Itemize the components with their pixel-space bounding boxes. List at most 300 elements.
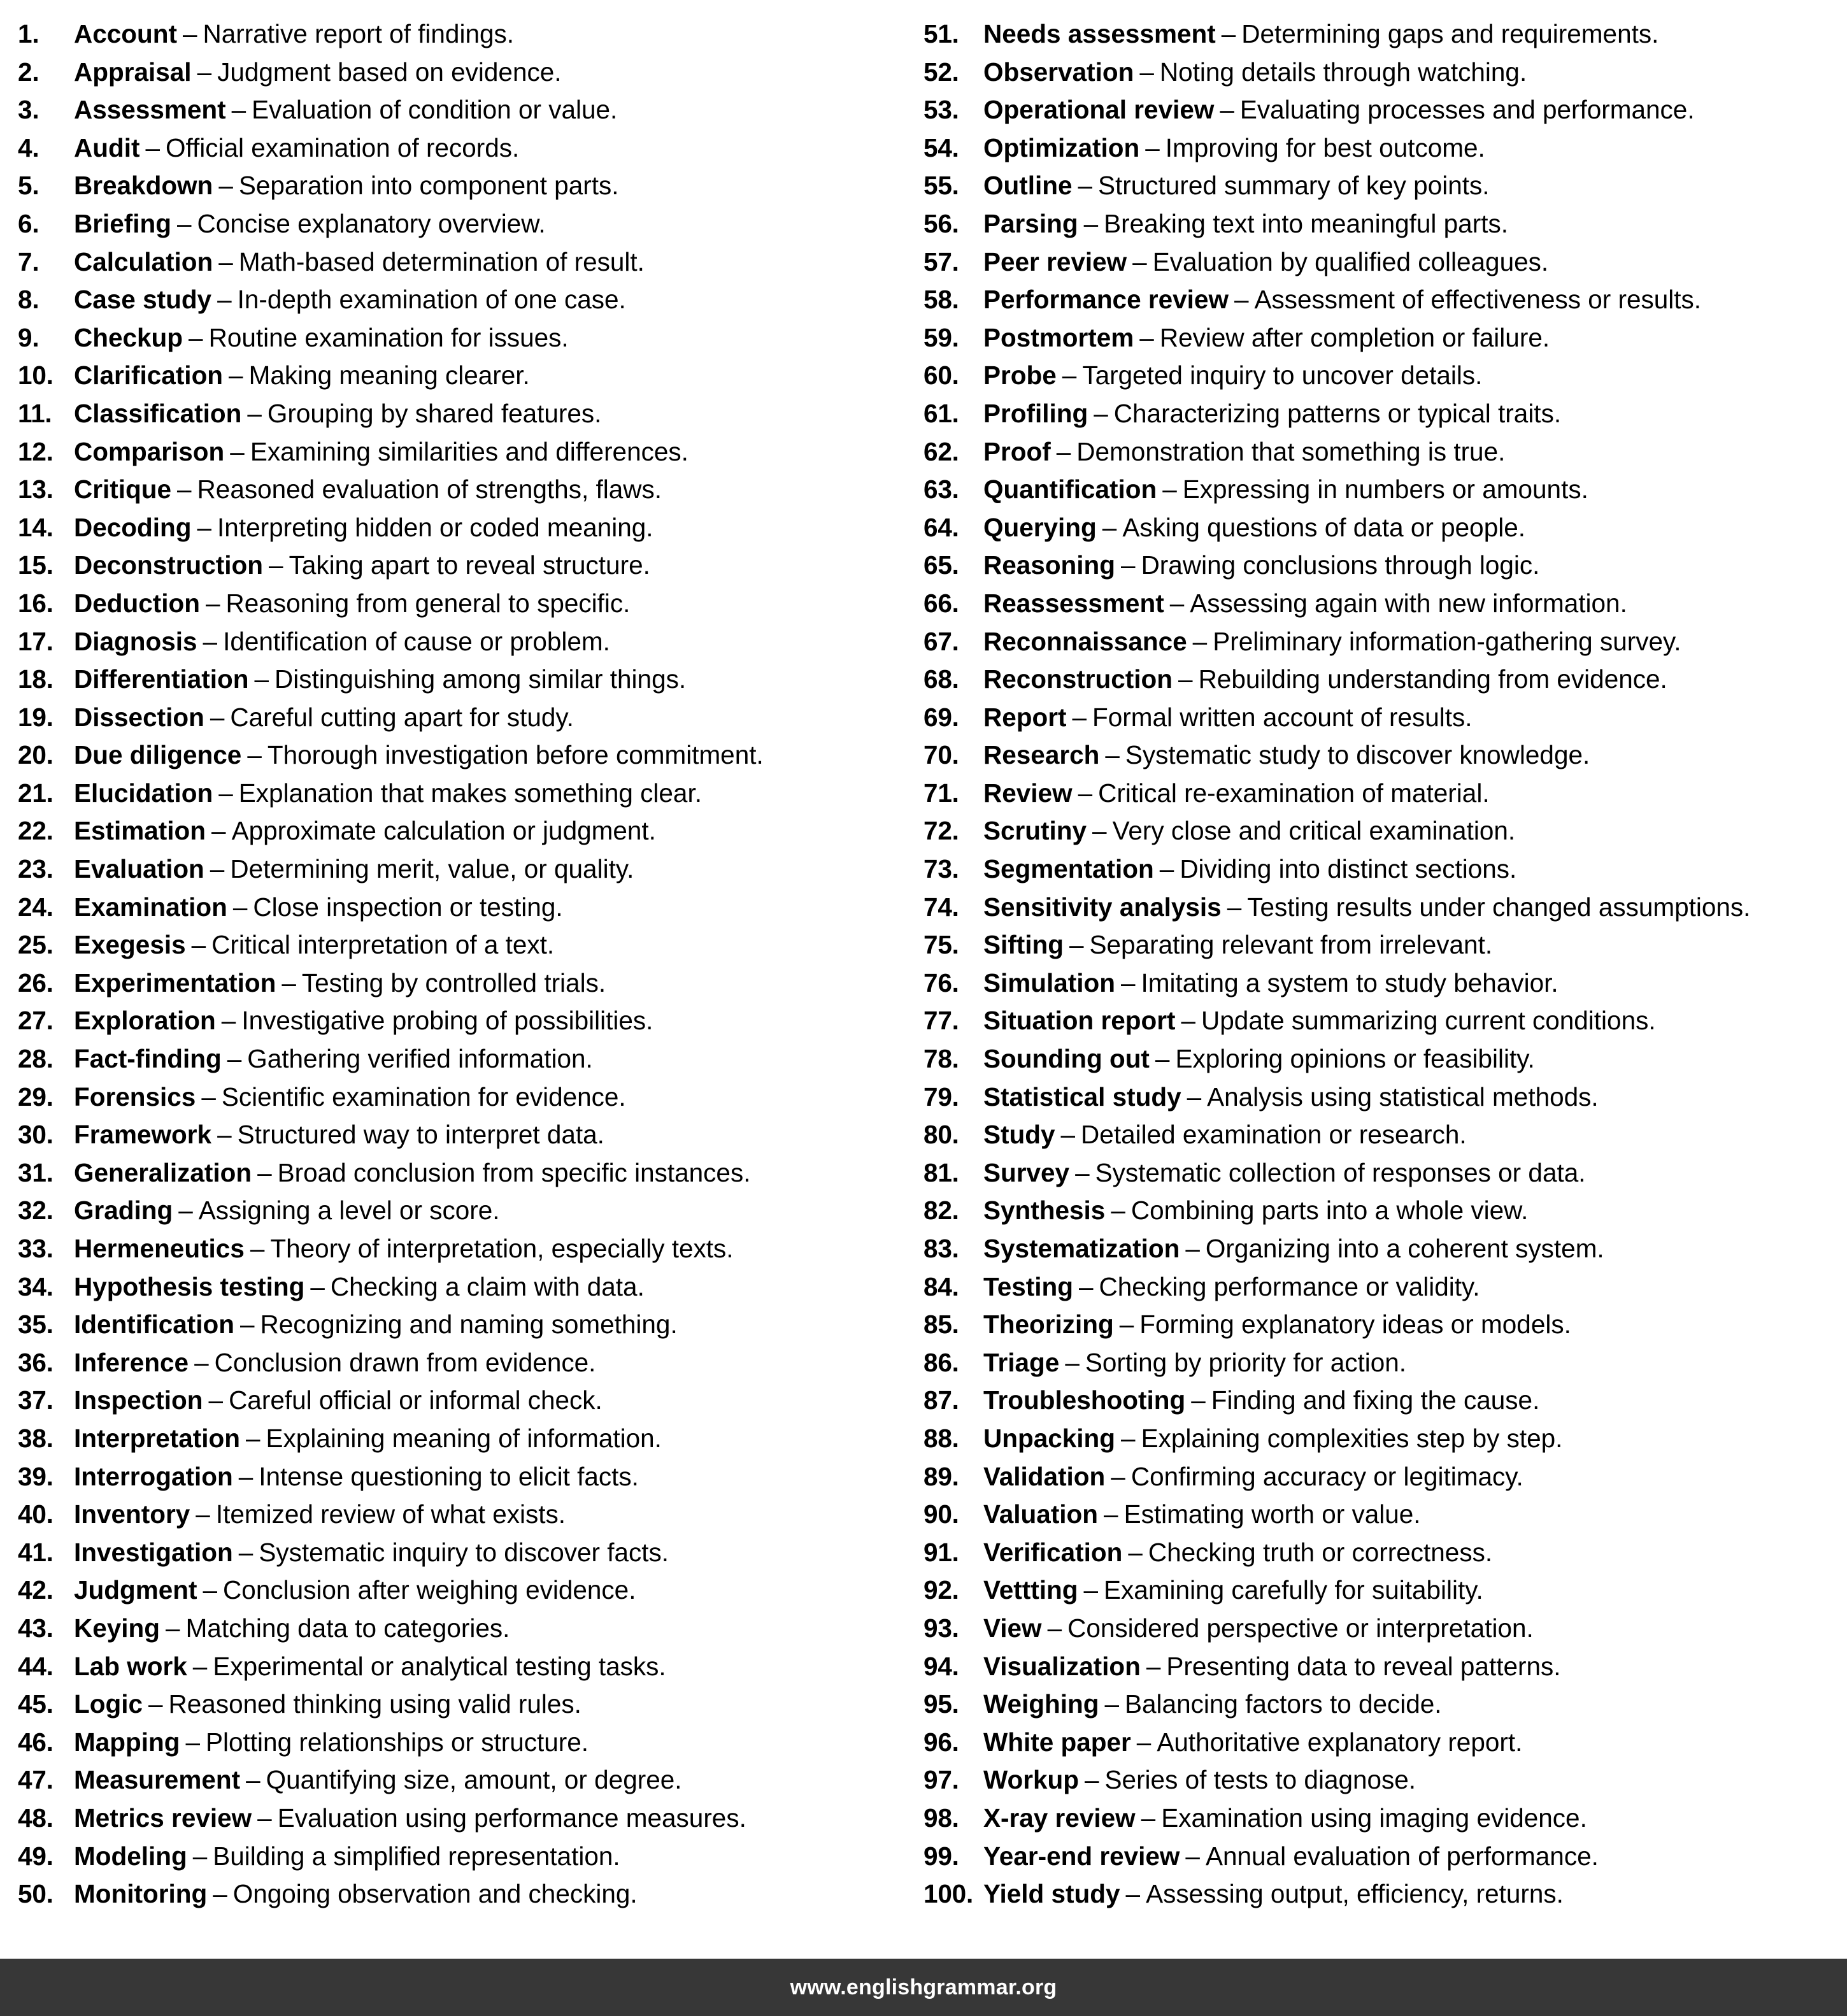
list-item-number: 68. <box>924 664 959 694</box>
list-item-definition: Math-based determination of result. <box>238 247 645 276</box>
list-item-number: 82. <box>924 1196 959 1226</box>
list-item-term: Optimization <box>983 132 1140 162</box>
list-column-right <box>924 15 1815 1959</box>
list-item <box>18 1761 909 1799</box>
list-item-number: 3. <box>18 95 39 125</box>
list-item-definition: Systematic inquiry to discover facts. <box>259 1537 669 1567</box>
list-item-number: 100. <box>924 1879 974 1909</box>
list-item <box>18 319 909 357</box>
list-item-separator: – <box>1145 132 1160 162</box>
list-item-number: 25. <box>18 930 53 960</box>
list-item <box>924 1116 1815 1154</box>
list-item-number: 41. <box>18 1537 53 1567</box>
list-item <box>924 1382 1815 1420</box>
list-item <box>924 1648 1815 1686</box>
list-item-separator: – <box>229 361 243 390</box>
list-item <box>18 1230 909 1268</box>
list-item-definition: Experimental or analytical testing tasks. <box>213 1651 666 1681</box>
footer-bar <box>0 1959 1847 2016</box>
list-item-number: 92. <box>924 1575 959 1605</box>
list-item-number: 75. <box>924 930 959 960</box>
list-item-separator: – <box>1047 1613 1062 1643</box>
list-item-separator: – <box>282 968 296 997</box>
list-item-number: 35. <box>18 1310 53 1340</box>
list-item-separator: – <box>1056 436 1071 466</box>
list-item-term: Logic <box>74 1689 143 1719</box>
list-item-number: 47. <box>18 1765 53 1795</box>
list-item <box>924 1496 1815 1534</box>
list-item-number: 86. <box>924 1347 959 1377</box>
list-item <box>18 1040 909 1078</box>
list-item-separator: – <box>196 1499 210 1529</box>
list-item-definition: Evaluation by qualified colleagues. <box>1152 247 1549 276</box>
list-item-term: Querying <box>983 512 1097 542</box>
list-item-definition: Very close and critical examination. <box>1112 816 1516 846</box>
list-item <box>18 433 909 471</box>
list-item-separator: – <box>250 1234 265 1263</box>
list-item-term: Verification <box>983 1537 1123 1567</box>
list-item-term: Synthesis <box>983 1196 1106 1226</box>
list-item <box>924 281 1815 319</box>
list-item-number: 33. <box>18 1234 53 1263</box>
list-item <box>18 1610 909 1648</box>
list-item-definition: Separating relevant from irrelevant. <box>1089 930 1493 960</box>
list-item-definition: Routine examination for issues. <box>208 322 569 352</box>
list-item-separator: – <box>145 132 160 162</box>
list-item-number: 73. <box>924 854 959 884</box>
list-item-definition: Plotting relationships or structure. <box>206 1727 589 1757</box>
list-item <box>18 91 909 129</box>
list-item-number: 79. <box>924 1082 959 1112</box>
list-item-term: Exploration <box>74 1006 216 1036</box>
list-item-separator: – <box>1139 57 1154 87</box>
list-item-term: Troubleshooting <box>983 1385 1186 1415</box>
list-item <box>924 623 1815 661</box>
list-item-separator: – <box>1128 1537 1143 1567</box>
list-item-separator: – <box>1079 1271 1094 1301</box>
list-item-definition: Structured summary of key points. <box>1098 171 1490 201</box>
list-item-separator: – <box>218 171 233 201</box>
list-item-separator: – <box>1234 285 1249 315</box>
list-item-definition: Authoritative explanatory report. <box>1157 1727 1523 1757</box>
list-item <box>18 167 909 205</box>
list-item-number: 99. <box>924 1841 959 1871</box>
list-item-separator: – <box>310 1271 325 1301</box>
list-item <box>18 1268 909 1306</box>
list-item-definition: Close inspection or testing. <box>253 892 563 922</box>
list-item <box>924 1344 1815 1382</box>
list-item-definition: Distinguishing among similar things. <box>275 664 687 694</box>
list-item-number: 12. <box>18 436 53 466</box>
list-item-term: Valuation <box>983 1499 1099 1529</box>
list-item-term: Inspection <box>74 1385 203 1415</box>
list-item <box>18 1648 909 1686</box>
list-item-number: 54. <box>924 132 959 162</box>
list-item-definition: Improving for best outcome. <box>1165 132 1485 162</box>
list-item-term: Review <box>983 778 1073 808</box>
list-item <box>18 509 909 547</box>
list-item-number: 61. <box>924 398 959 428</box>
list-item-definition: Systematic collection of responses or data. <box>1095 1157 1586 1187</box>
list-item <box>924 357 1815 395</box>
list-item-definition: Gathering verified information. <box>247 1044 593 1074</box>
list-item-term: Fact-finding <box>74 1044 222 1074</box>
list-item <box>18 1420 909 1458</box>
list-item-number: 94. <box>924 1651 959 1681</box>
list-item-separator: – <box>227 1044 242 1074</box>
list-item-term: Calculation <box>74 247 213 276</box>
list-item-definition: Forming explanatory ideas or models. <box>1139 1310 1571 1340</box>
list-item-definition: Evaluation using performance measures. <box>277 1803 746 1833</box>
list-item-term: Unpacking <box>983 1423 1116 1453</box>
list-item-separator: – <box>177 475 192 504</box>
list-item-separator: – <box>238 1537 253 1567</box>
list-item-number: 22. <box>18 816 53 846</box>
list-item <box>18 54 909 92</box>
list-item-separator: – <box>1121 1423 1136 1453</box>
list-item-definition: Annual evaluation of performance. <box>1205 1841 1599 1871</box>
list-item-number: 20. <box>18 740 53 770</box>
list-item-number: 91. <box>924 1537 959 1567</box>
list-item-term: Testing <box>983 1271 1073 1301</box>
list-item-definition: Sorting by priority for action. <box>1085 1347 1407 1377</box>
list-item-number: 7. <box>18 247 39 276</box>
list-item <box>924 547 1815 585</box>
list-item-term: Sensitivity analysis <box>983 892 1222 922</box>
list-item <box>924 1724 1815 1762</box>
list-item-term: Workup <box>983 1765 1079 1795</box>
list-item-definition: Assigning a level or score. <box>198 1196 500 1226</box>
list-item-separator: – <box>197 512 212 542</box>
list-item <box>924 1040 1815 1078</box>
list-item-separator: – <box>1111 1461 1125 1491</box>
list-item <box>18 775 909 813</box>
list-item-number: 36. <box>18 1347 53 1377</box>
list-item-definition: Reasoned thinking using valid rules. <box>168 1689 581 1719</box>
list-item <box>924 54 1815 92</box>
list-item <box>924 243 1815 282</box>
list-item-term: Hermeneutics <box>74 1234 245 1263</box>
list-item-term: Decoding <box>74 512 192 542</box>
list-item-definition: Evaluation of condition or value. <box>252 95 618 125</box>
list-item-definition: Testing results under changed assumptions. <box>1247 892 1751 922</box>
list-item-number: 14. <box>18 512 53 542</box>
list-item-number: 19. <box>18 702 53 732</box>
list-item-term: Performance review <box>983 285 1229 315</box>
list-item <box>18 1192 909 1230</box>
list-item <box>18 1685 909 1724</box>
list-item <box>18 1116 909 1154</box>
list-item-number: 56. <box>924 208 959 238</box>
list-item-number: 84. <box>924 1271 959 1301</box>
list-item-definition: Critical re-examination of material. <box>1098 778 1490 808</box>
list-item <box>924 661 1815 699</box>
list-item-definition: Identification of cause or problem. <box>223 626 610 656</box>
list-item-definition: Demonstration that something is true. <box>1076 436 1506 466</box>
list-item-definition: Rebuilding understanding from evidence. <box>1198 664 1667 694</box>
list-item-definition: Concise explanatory overview. <box>197 208 546 238</box>
list-item-separator: – <box>1065 1347 1080 1377</box>
list-item-number: 57. <box>924 247 959 276</box>
list-item-definition: Assessing output, efficiency, returns. <box>1146 1879 1564 1909</box>
list-item-definition: Determining gaps and requirements. <box>1241 19 1659 48</box>
list-item-number: 52. <box>924 57 959 87</box>
list-item-term: Yield study <box>983 1879 1120 1909</box>
list-item-definition: Narrative report of findings. <box>203 19 515 48</box>
list-item <box>18 243 909 282</box>
list-item <box>18 1875 909 1913</box>
list-item-term: X-ray review <box>983 1803 1136 1833</box>
list-item-number: 37. <box>18 1385 53 1415</box>
list-column-left <box>18 15 909 1959</box>
list-item-separator: – <box>1121 550 1136 580</box>
list-item-number: 5. <box>18 171 39 201</box>
list-item-definition: Systematic study to discover knowledge. <box>1125 740 1590 770</box>
list-item-term: Reasoning <box>983 550 1116 580</box>
list-item-definition: Evaluating processes and performance. <box>1239 95 1695 125</box>
list-item <box>924 1534 1815 1572</box>
list-item-number: 49. <box>18 1841 53 1871</box>
list-item <box>924 1078 1815 1117</box>
list-item-term: Comparison <box>74 436 225 466</box>
list-item-term: Examination <box>74 892 227 922</box>
list-item-separator: – <box>1185 1234 1200 1263</box>
list-item-term: Reassessment <box>983 588 1164 618</box>
list-item <box>18 129 909 168</box>
list-item-separator: – <box>1132 247 1147 276</box>
list-item-definition: Broad conclusion from specific instances. <box>277 1157 751 1187</box>
list-item-definition: Recognizing and naming something. <box>260 1310 678 1340</box>
list-item-term: Dissection <box>74 702 204 732</box>
list-item <box>924 736 1815 775</box>
list-item-term: Critique <box>74 475 172 504</box>
list-item-separator: – <box>218 247 233 276</box>
list-item-term: Needs assessment <box>983 19 1216 48</box>
list-item-definition: Judgment based on evidence. <box>217 57 562 87</box>
list-item-number: 70. <box>924 740 959 770</box>
list-item-definition: Critical interpretation of a text. <box>211 930 555 960</box>
list-item-term: Hypothesis testing <box>74 1271 305 1301</box>
list-item-definition: Checking a claim with data. <box>330 1271 645 1301</box>
list-item-definition: Confirming accuracy or legitimacy. <box>1130 1461 1523 1491</box>
list-item <box>924 775 1815 813</box>
list-item-separator: – <box>246 1423 260 1453</box>
list-item-number: 67. <box>924 626 959 656</box>
list-item-number: 65. <box>924 550 959 580</box>
list-item <box>18 585 909 623</box>
list-item-separator: – <box>230 436 245 466</box>
list-item-number: 6. <box>18 208 39 238</box>
list-item-term: Parsing <box>983 208 1078 238</box>
list-item-term: Account <box>74 19 177 48</box>
list-item <box>924 1799 1815 1838</box>
list-item-number: 13. <box>18 475 53 504</box>
list-item-term: Grading <box>74 1196 173 1226</box>
list-item-term: Framework <box>74 1120 212 1150</box>
list-item-separator: – <box>238 1461 253 1491</box>
list-item-number: 50. <box>18 1879 53 1909</box>
list-item-number: 93. <box>924 1613 959 1643</box>
list-item-definition: In-depth examination of one case. <box>237 285 626 315</box>
list-item-separator: – <box>183 19 197 48</box>
list-item <box>924 91 1815 129</box>
list-item-definition: Investigative probing of possibilities. <box>241 1006 653 1036</box>
list-item-number: 9. <box>18 322 39 352</box>
list-item-separator: – <box>210 702 225 732</box>
list-item-definition: Official examination of records. <box>166 132 520 162</box>
list-item-definition: Reasoned evaluation of strengths, flaws. <box>197 475 662 504</box>
list-item-term: Sounding out <box>983 1044 1150 1074</box>
list-item-separator: – <box>1227 892 1242 922</box>
list-item-number: 95. <box>924 1689 959 1719</box>
list-item-term: Research <box>983 740 1100 770</box>
list-item <box>924 433 1815 471</box>
list-item-definition: Careful cutting apart for study. <box>230 702 574 732</box>
list-item <box>924 585 1815 623</box>
list-item-number: 30. <box>18 1120 53 1150</box>
list-item <box>924 1230 1815 1268</box>
list-item-term: Profiling <box>983 398 1088 428</box>
list-item-definition: Targeted inquiry to uncover details. <box>1082 361 1483 390</box>
list-item-separator: – <box>1191 1385 1206 1415</box>
list-item-separator: – <box>1125 1879 1141 1909</box>
list-item-separator: – <box>203 626 218 656</box>
list-item <box>18 699 909 737</box>
list-item-separator: – <box>1069 930 1084 960</box>
list-item-term: Inventory <box>74 1499 190 1529</box>
list-item-number: 89. <box>924 1461 959 1491</box>
list-item-definition: Theory of interpretation, especially texts. <box>270 1234 734 1263</box>
list-item-term: Differentiation <box>74 664 249 694</box>
list-item-definition: Presenting data to reveal patterns. <box>1166 1651 1561 1681</box>
list-item-term: Mapping <box>74 1727 180 1757</box>
list-item-term: Operational review <box>983 95 1215 125</box>
list-item-number: 18. <box>18 664 53 694</box>
list-item-separator: – <box>1181 1006 1196 1036</box>
list-item-separator: – <box>211 816 226 846</box>
list-item <box>924 1685 1815 1724</box>
list-item-definition: Explaining meaning of information. <box>266 1423 662 1453</box>
list-item-definition: Explaining complexities step by step. <box>1141 1423 1563 1453</box>
list-item <box>18 1724 909 1762</box>
list-item-definition: Breaking text into meaningful parts. <box>1104 208 1508 238</box>
list-item-definition: Taking apart to reveal structure. <box>289 550 650 580</box>
list-item-separator: – <box>1083 1575 1099 1605</box>
list-item-definition: Grouping by shared features. <box>267 398 602 428</box>
list-item-term: Audit <box>74 132 140 162</box>
list-item-separator: – <box>197 57 212 87</box>
list-item-definition: Characterizing patterns or typical traits. <box>1113 398 1562 428</box>
list-item-definition: Itemized review of what exists. <box>215 1499 566 1529</box>
list-item-term: Monitoring <box>74 1879 208 1909</box>
list-item <box>924 1268 1815 1306</box>
list-item-definition: Analysis using statistical methods. <box>1207 1082 1599 1112</box>
list-item-separator: – <box>1094 398 1108 428</box>
list-item-definition: Checking performance or validity. <box>1099 1271 1480 1301</box>
list-item-definition: Organizing into a coherent system. <box>1205 1234 1604 1263</box>
list-item-number: 98. <box>924 1803 959 1833</box>
list-item-definition: Balancing factors to decide. <box>1125 1689 1442 1719</box>
list-item-definition: Making meaning clearer. <box>248 361 530 390</box>
list-item-number: 60. <box>924 361 959 390</box>
list-item-term: Peer review <box>983 247 1127 276</box>
list-item <box>18 850 909 889</box>
list-item <box>18 926 909 964</box>
list-item-number: 27. <box>18 1006 53 1036</box>
list-item-definition: Formal written account of results. <box>1092 702 1473 732</box>
list-item-term: Assessment <box>74 95 226 125</box>
list-item-definition: Separation into component parts. <box>238 171 619 201</box>
list-item-number: 77. <box>924 1006 959 1036</box>
list-item-number: 10. <box>18 361 53 390</box>
list-item-term: Breakdown <box>74 171 213 201</box>
list-item-term: Briefing <box>74 208 172 238</box>
list-item <box>18 1838 909 1876</box>
list-item-separator: – <box>201 1082 216 1112</box>
list-item <box>924 319 1815 357</box>
list-item-separator: – <box>247 398 262 428</box>
list-item-definition: Finding and fixing the cause. <box>1211 1385 1540 1415</box>
list-item-separator: – <box>1105 740 1120 770</box>
list-item-term: Checkup <box>74 322 183 352</box>
list-item-separator: – <box>1136 1727 1152 1757</box>
list-item-term: Outline <box>983 171 1073 201</box>
list-item-number: 1. <box>18 19 39 48</box>
list-item <box>18 1002 909 1040</box>
list-item-separator: – <box>1192 626 1208 656</box>
list-item <box>924 1154 1815 1192</box>
list-item <box>18 1458 909 1496</box>
list-item-definition: Dividing into distinct sections. <box>1180 854 1517 884</box>
list-item-number: 90. <box>924 1499 959 1529</box>
list-item-definition: Expressing in numbers or amounts. <box>1182 475 1588 504</box>
list-item-term: Lab work <box>74 1651 187 1681</box>
list-item-number: 8. <box>18 285 39 315</box>
list-item-separator: – <box>177 208 192 238</box>
list-item-definition: Approximate calculation or judgment. <box>231 816 656 846</box>
list-item-number: 16. <box>18 588 53 618</box>
list-item-term: Segmentation <box>983 854 1154 884</box>
list-item-definition: Noting details through watching. <box>1159 57 1527 87</box>
list-item-term: Estimation <box>74 816 206 846</box>
list-item-number: 44. <box>18 1651 53 1681</box>
list-item-separator: – <box>257 1157 272 1187</box>
list-item <box>18 812 909 850</box>
list-item-number: 43. <box>18 1613 53 1643</box>
list-item <box>924 471 1815 509</box>
list-item-number: 53. <box>924 95 959 125</box>
list-item-definition: Exploring opinions or feasibility. <box>1175 1044 1535 1074</box>
list-item-definition: Scientific examination for evidence. <box>221 1082 626 1112</box>
list-item-number: 42. <box>18 1575 53 1605</box>
list-item-term: Deduction <box>74 588 200 618</box>
list-item-separator: – <box>221 1006 236 1036</box>
list-item <box>924 1761 1815 1799</box>
list-item <box>924 1571 1815 1610</box>
list-item-term: Diagnosis <box>74 626 197 656</box>
list-item-separator: – <box>269 550 283 580</box>
list-item-term: Exegesis <box>74 930 186 960</box>
list-item-separator: – <box>254 664 269 694</box>
list-item-definition: Assessment of effectiveness or results. <box>1254 285 1702 315</box>
list-item-separator: – <box>218 778 233 808</box>
list-item <box>924 509 1815 547</box>
list-item-number: 62. <box>924 436 959 466</box>
list-item-separator: – <box>194 1347 209 1377</box>
list-item-definition: Combining parts into a whole view. <box>1130 1196 1529 1226</box>
list-item-number: 40. <box>18 1499 53 1529</box>
list-item-number: 26. <box>18 968 53 997</box>
